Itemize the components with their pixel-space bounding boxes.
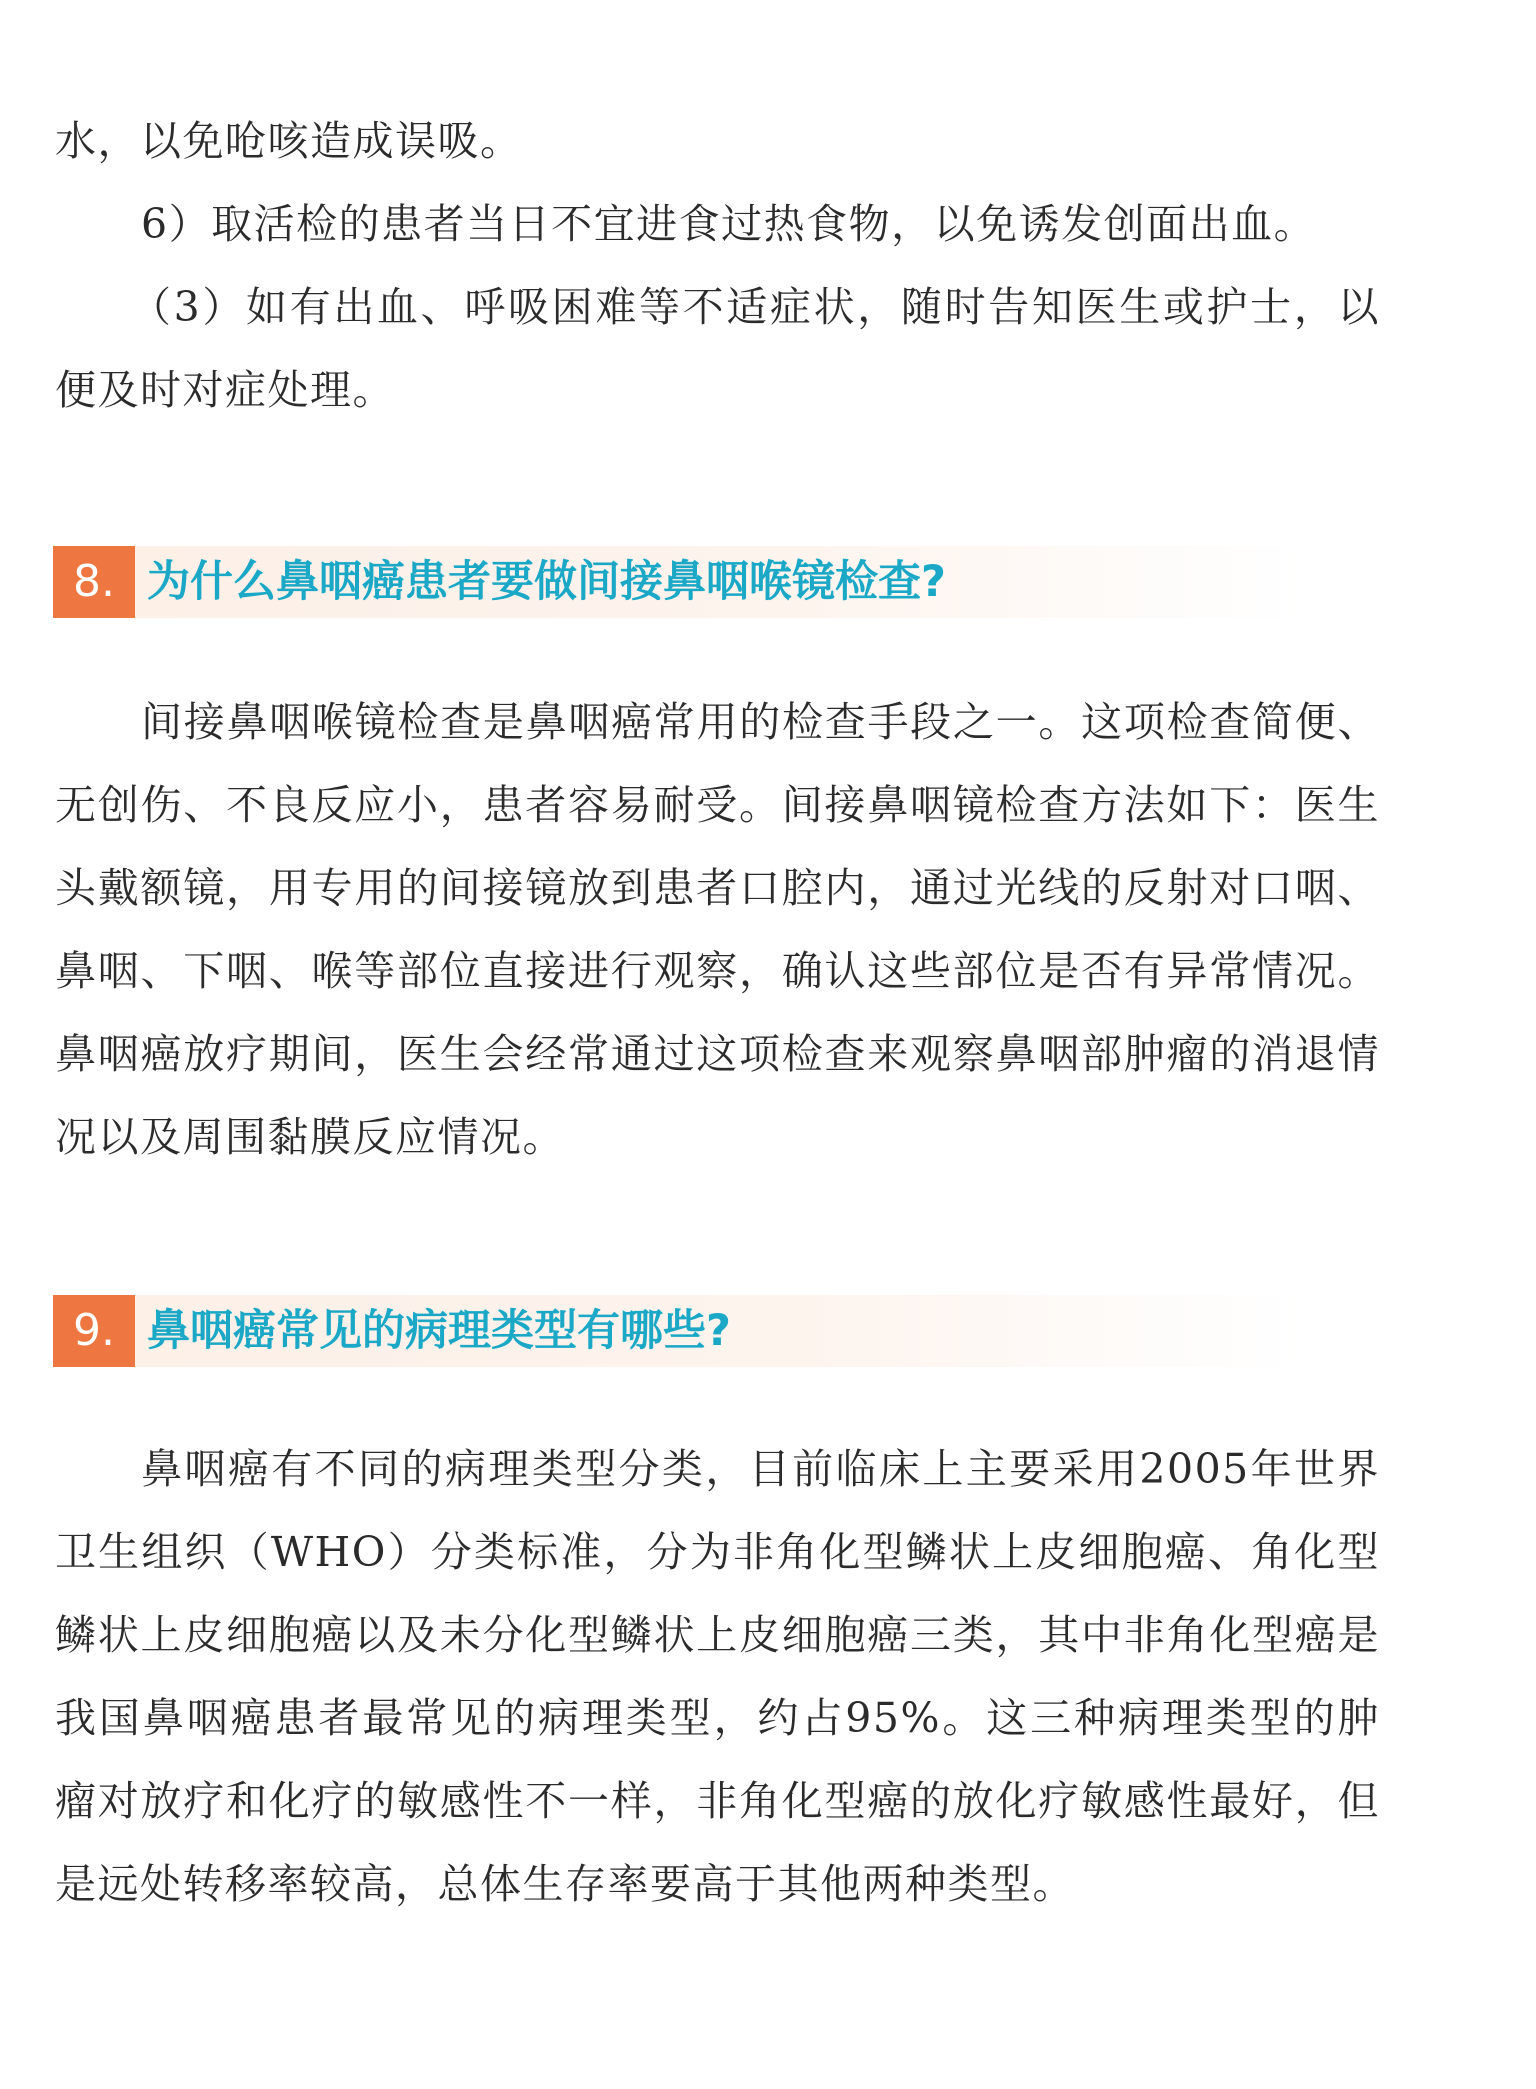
section-8-title: 为什么鼻咽癌患者要做间接鼻咽喉镜检查? xyxy=(147,557,946,607)
section-8-heading xyxy=(53,546,1303,618)
section-9-number-badge: 9. xyxy=(53,1295,135,1367)
section-8-number-badge: 8. xyxy=(53,546,135,618)
paragraph-item-6: 6）取活检的患者当日不宜进食过热食物，以免诱发创面出血。 xyxy=(141,200,1317,248)
section-9-heading xyxy=(53,1295,1303,1367)
paragraph-item-3: （3）如有出血、呼吸困难等不适症状，随时告知医生或护士，以便及时对症处理。 xyxy=(55,283,1380,414)
section-8-body: 间接鼻咽喉镜检查是鼻咽癌常用的检查手段之一。这项检查简便、无创伤、不良反应小，患者容易耐受。间接鼻咽镜检查方法如下：医生头戴额镜，用专用的间接镜放到患者口腔内，通过光线的反射对口咽、鼻咽、下咽、喉等部位直接进行观察，确认这些部位是否有异常情况。鼻咽癌放疗期间，医生会经常通过这项检查来观察鼻咽部肿瘤的消退情况以及周围黏膜反应情况。 xyxy=(55,698,1380,1161)
paragraph-continuation: 水，以免呛咳造成误吸。 xyxy=(55,117,523,165)
section-9-body: 鼻咽癌有不同的病理类型分类，目前临床上主要采用2005年世界卫生组织（WHO）分类标准，分为非角化型鳞状上皮细胞癌、角化型鳞状上皮细胞癌以及未分化型鳞状上皮细胞癌三类，其中非角化型癌是我国鼻咽癌患者最常见的病理类型，约占95%。这三种病理类型的肿瘤对放疗和化疗的敏感性不一样，非角化型癌的放化疗敏感性最好，但是远处转移率较高，总体生存率要高于其他两种类型。 xyxy=(55,1445,1380,1908)
section-9-title: 鼻咽癌常见的病理类型有哪些? xyxy=(147,1306,731,1356)
